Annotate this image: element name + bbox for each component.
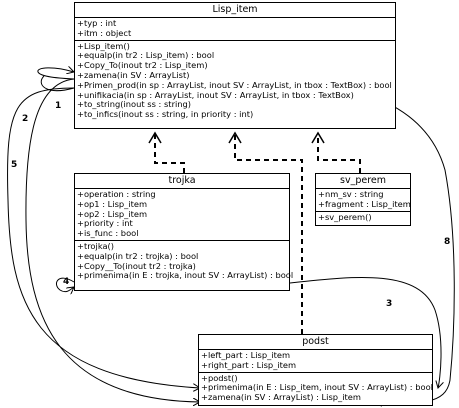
- method-row: +sv_perem(): [318, 211, 372, 222]
- attributes-section: [75, 18, 395, 41]
- connector-label-2: 2: [22, 114, 29, 124]
- attribute-row: +op1 : Lisp_item: [77, 198, 148, 209]
- method-row: +primenima(in E : Lisp_item, inout SV : ArrayList) : bool: [201, 382, 433, 393]
- method-row: +Copy__To(inout tr2 : trojka): [77, 260, 196, 271]
- inheritance-sv-perem-to-lisp-item: [318, 134, 360, 173]
- class-box-podst: [198, 334, 433, 406]
- class-box-sv-perem: [315, 173, 411, 226]
- class-box-trojka: [74, 173, 294, 291]
- attribute-row: +right_part : Lisp_item: [201, 359, 297, 370]
- connector-label-1: 1: [55, 101, 62, 111]
- class-title-lisp-item: Lisp_item: [75, 3, 395, 18]
- attributes-section: [75, 189, 289, 241]
- methods-section: [316, 212, 410, 224]
- connector-label-8: 8: [444, 237, 451, 247]
- method-row: +Copy_To(inout tr2 : Lisp_item): [77, 60, 208, 71]
- attributes-section: [199, 350, 432, 373]
- method-row: +zamena(in SV : ArrayList) : Lisp_item: [201, 392, 361, 403]
- method-row: +to_infics(inout ss : string, in priority : int): [77, 109, 254, 120]
- class-box-lisp-item: [74, 2, 396, 129]
- method-row: +trojka(): [77, 240, 115, 251]
- methods-section: [199, 373, 432, 404]
- attribute-row: +left_part : Lisp_item: [201, 350, 291, 360]
- method-row: +equalp(in tr2 : trojka) : bool: [77, 250, 199, 261]
- class-title-trojka: trojka: [75, 174, 289, 189]
- methods-section: [75, 41, 395, 121]
- methods-section: [75, 240, 294, 282]
- attribute-row: +itm : object: [77, 27, 132, 38]
- attribute-row: +nm_sv : string: [318, 189, 384, 199]
- attribute-row: +priority : int: [77, 218, 133, 229]
- method-row: +to_string(inout ss : string): [77, 99, 192, 110]
- attribute-row: +typ : int: [77, 18, 117, 28]
- method-row: +Lisp_item(): [77, 40, 130, 51]
- attribute-row: +operation : string: [77, 189, 156, 199]
- attributes-section: [316, 189, 410, 212]
- method-row: +equalp(in tr2 : Lisp_item) : bool: [77, 50, 215, 61]
- attribute-row: +fragment : Lisp_item: [318, 198, 411, 209]
- class-title-sv-perem: sv_perem: [316, 174, 410, 189]
- method-row: +zamena(in SV : ArrayList): [77, 69, 190, 80]
- method-row: +unifikacia(in sp : ArrayList, inout SV : ArrayList, in tbox : TextBox): [77, 89, 354, 100]
- method-row: +primenima(in E : trojka, inout SV : ArrayList) : bool: [77, 270, 294, 281]
- connector-label-3: 3: [386, 299, 393, 309]
- method-row: +Primen_prod(in sp : ArrayList, inout SV : ArrayList, in tbox : TextBox) : bool: [77, 79, 392, 90]
- class-title-podst: podst: [199, 335, 432, 350]
- method-row: +podst(): [201, 372, 238, 383]
- connector-label-5: 5: [11, 160, 18, 170]
- attribute-row: +is_func : bool: [77, 228, 139, 239]
- connector-label-4: 4: [63, 277, 70, 287]
- attribute-row: +op2 : Lisp_item: [77, 208, 148, 219]
